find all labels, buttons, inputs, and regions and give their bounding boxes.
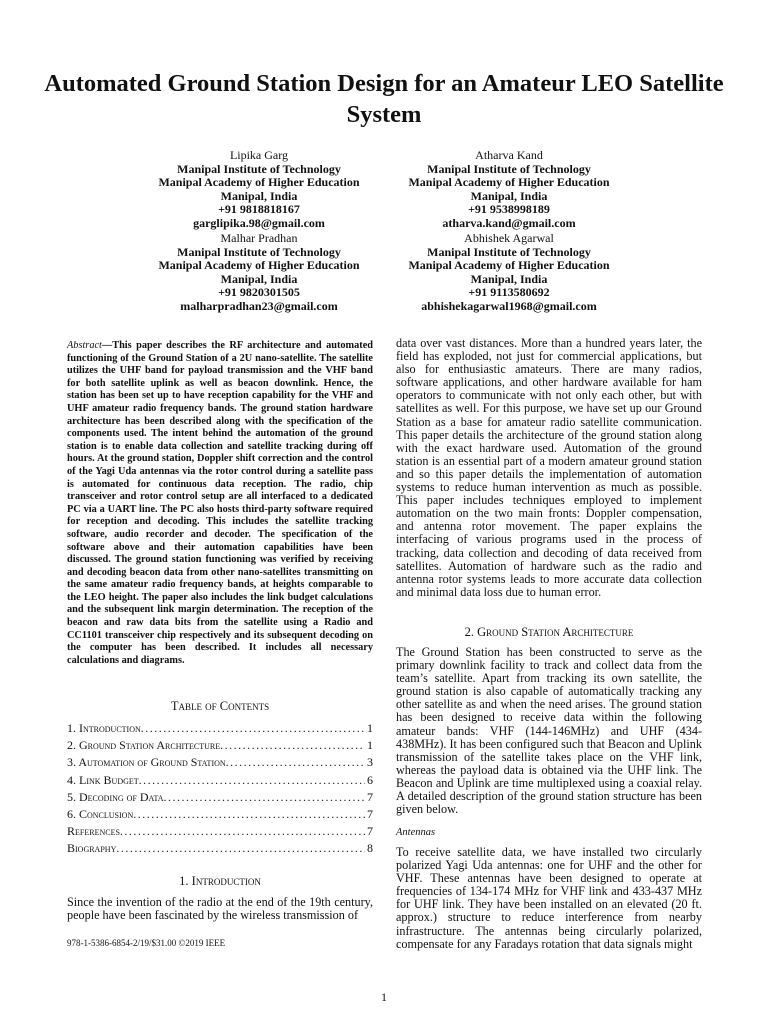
author-location: Manipal, India	[220, 188, 298, 203]
toc-entry-page: 7	[367, 789, 373, 804]
author-email: atharva.kand@gmail.com	[442, 215, 576, 230]
subsection-heading-antennas: Antennas	[396, 827, 436, 838]
author-institute: Manipal Institute of Technology	[427, 161, 591, 176]
author-phone: +91 9113580692	[468, 285, 550, 300]
toc-entry-label: 2. Ground Station Architecture	[67, 738, 221, 753]
table-of-contents	[67, 720, 373, 858]
ground-station-architecture-text: The Ground Station has been constructed to serve as the primary downlink facility to track and collect data from the team’s satellite. Apart from tracking its own satellite, the ground station is also capable of automatically tracking any other satellite as and when the need arises. The ground station has been designed to receive data within the following amateur bands: VHF (144-146MHz) and UHF (434-438MHz). It has been configured such that Beacon and Uplink transmission of the satellite takes place on the VHF link, whereas the payload data is obtained via the UHF link. The Beacon and Uplink are time multiplexed using a coaxial relay. A detailed description of the ground station structure has been given below.	[396, 645, 702, 817]
author-block-2	[349, 149, 669, 231]
toc-entry-label: References	[67, 824, 120, 839]
toc-entry[interactable]	[67, 772, 373, 789]
toc-entry[interactable]	[67, 806, 373, 823]
author-name: Atharva Kand	[475, 148, 543, 162]
toc-entry-label: 1. Introduction	[67, 721, 141, 735]
toc-entry[interactable]	[67, 737, 373, 754]
abstract-text: —This paper describes the RF architecture and automated functioning of the Ground Station of a 2U nano-satellite. The satellite utilizes the UHF band for payload transmission and the VHF band for both satellite uplink as well as beacon downlink. Hence, the station has been set up to have reception capability for the VHF and UHF amateur radio frequency bands. The ground station hardware architecture has been described along with the specification of the components used. The intent behind the automation of the ground station is to enable data collection and satellite tracking during off hours. At the ground station, Doppler shift correction and the control of the Yagi Uda antennas via the rotor control during a satellite pass is automated for continuous data reception. The radio, chip transceiver and rotor control setup are all interfaced to a dedicated PC via a UART line. The PC also hosts third-party software required for reception and decoding. This includes the satellite tracking software, audio recorder and decoder. The specification of the software above and their automation capabilities have been discussed. The ground station functioning was verified by receiving and decoding beacon data from other nano-satellites transmitting on the same amateur radio frequency bands, at heights comparable to the LEO height. The paper also includes the link budget calculations and the subsequent link margin determination. The reception of the beacon and raw data bits from the satellite using a Radio and CC1101 transceiver chip respectively and its subsequent decoding on the computer has been described. It includes all necessary calculations and diagrams.	[67, 340, 373, 666]
toc-entry-page: 7	[367, 824, 373, 839]
author-name: Lipika Garg	[229, 148, 289, 162]
author-organization: Manipal Academy of Higher Education	[158, 258, 360, 273]
toc-entry-label: 4. Link Budget	[67, 772, 139, 787]
author-location: Manipal, India	[470, 188, 548, 203]
author-organization: Manipal Academy of Higher Education	[158, 175, 360, 190]
antennas-text: To receive satellite data, we have installed two circularly polarized Yagi Uda antennas: one for UHF and the other for VHF. These antennas have been designed to operate at frequencies of 134-174 MHz for VHF link and 433-437 MHz for UHF link. They have been installed on an elevated (20 ft. approx.) structure to reduce interference from nearby infrastructure. The antennas being circularly polarized, compensate for any Faradays rotation that data signals might	[396, 845, 702, 951]
author-phone: +91 9820301505	[218, 285, 300, 300]
author-phone: +91 9818818167	[218, 202, 300, 217]
toc-entry[interactable]	[67, 754, 373, 771]
toc-entry[interactable]	[67, 720, 373, 737]
toc-entry-page: 8	[367, 841, 373, 856]
introduction-text: Since the invention of the radio at the end of the 19th century, people have been fascinated by the wireless transmission of	[67, 895, 373, 923]
section-heading-ground-station-architecture: 2. Ground Station Architecture	[464, 625, 634, 639]
author-organization: Manipal Academy of Higher Education	[408, 175, 610, 190]
section-heading-introduction: 1. Introduction	[179, 874, 261, 888]
author-email: abhishekagarwal1968@gmail.com	[421, 298, 597, 313]
right-column-paragraph: data over vast distances. More than a hundred years later, the field has exploded, not just for commercial applications, but also for enthusiastic amateurs. There are many radios, software applications, and other hardware available for ham operators to communicate with not only each other, but with satellites as well. For this purpose, we have set up our Ground Station as a base for amateur radio satellite communication. This paper details the architecture of the ground station along with the exact hardware used. Automation of the ground station is an essential part of a modern amateur ground station and so this paper details the implementation of automation systems to reduce human intervention as much as possible. This paper includes techniques employed to implement automation on the two main fronts: Doppler compensation, and antenna rotor movement. The paper explains the interfacing of various programs used in the process of tracking, data collection and decoding of data received from satellites. Automation of hardware such as the radio and antenna rotor systems leads to more accurate data collection and minimal data loss due to human error.	[396, 336, 702, 599]
author-name: Abhishek Agarwal	[464, 231, 554, 245]
toc-entry[interactable]	[67, 789, 373, 806]
author-organization: Manipal Academy of Higher Education	[408, 258, 610, 273]
abstract	[67, 340, 373, 667]
author-institute: Manipal Institute of Technology	[177, 244, 341, 259]
toc-entry-label: 6. Conclusion	[67, 807, 134, 822]
author-phone: +91 9538998189	[468, 202, 550, 217]
toc-entry-page: 7	[367, 807, 373, 822]
toc-entry-page: 1	[367, 721, 373, 735]
toc-entry-label: 5. Decoding of Data	[67, 789, 164, 804]
toc-entry[interactable]	[67, 840, 373, 857]
author-email: malharpradhan23@gmail.com	[180, 298, 338, 313]
author-location: Manipal, India	[470, 271, 548, 286]
toc-entry-page: 6	[367, 772, 373, 787]
author-institute: Manipal Institute of Technology	[427, 244, 591, 259]
toc-entry-page: 3	[367, 755, 373, 770]
page-number: 1	[381, 990, 387, 1004]
author-location: Manipal, India	[220, 271, 298, 286]
author-block-4	[349, 232, 669, 314]
author-email: garglipika.98@gmail.com	[193, 215, 325, 230]
abstract-label: Abstract	[67, 340, 102, 351]
toc-entry-page: 1	[367, 738, 373, 753]
toc-title: Table of Contents	[170, 699, 270, 713]
paper-title: Automated Ground Station Design for an Amateur LEO Satellite System	[44, 70, 724, 128]
toc-entry-label: 3. Automation of Ground Station	[67, 755, 226, 770]
toc-entry-label: Biography	[67, 841, 117, 856]
copyright-note: 978-1-5386-6854-2/19/$31.00 ©2019 IEEE	[67, 938, 226, 948]
author-institute: Manipal Institute of Technology	[177, 161, 341, 176]
toc-entry[interactable]	[67, 823, 373, 840]
author-name: Malhar Pradhan	[220, 231, 298, 245]
